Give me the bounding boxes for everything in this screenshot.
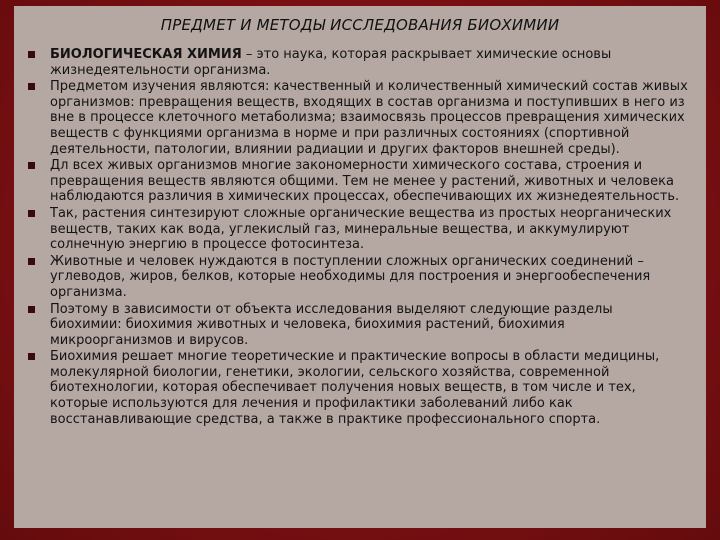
list-item: [14, 47, 706, 78]
list-item: [14, 158, 706, 205]
item-lead: БИОЛОГИЧЕСКАЯ ХИМИЯ: [50, 47, 242, 62]
bullet-list: [14, 47, 706, 428]
square-bullet-icon: [28, 353, 35, 360]
list-item: [14, 79, 706, 157]
square-bullet-icon: [28, 162, 35, 169]
list-item: [14, 254, 706, 301]
square-bullet-icon: [28, 258, 35, 265]
item-text: – это наука, которая раскрывает химические основы жизнедеятельности организма.: [50, 47, 612, 78]
item-text: Поэтому в зависимости от объекта исследования выделяют следующие разделы биохимии: биохимия животных и человека, биохимия растений, биохимия микроорганизмов и вирусов.: [50, 301, 613, 348]
item-text: Так, растения синтезируют сложные органические вещества из простых неорганических веществ, таких как вода, углекислый газ, минеральные вещества, и аккумулируют солнечную энергию в процессе фотосинтеза.: [50, 205, 672, 253]
item-text: Животные и человек нуждаются в поступлении сложных органических соединений – углеводов, жиров, белков, которые необходимы для построения и энергообеспечения организма.: [50, 253, 651, 300]
item-text: Предметом изучения являются: качественный и количественный химический состав живых организмов: превращения веществ, входящих в состав организма и поступивших в него из вне в процессе клеточного метаболизма; взаимосвязь процессов превращения химических веществ с функциями организма в норме и при различных состояниях (спортивной деятельности, патологии, влиянии радиации и других факторов внешней среды).: [50, 79, 688, 157]
square-bullet-icon: [28, 210, 35, 217]
list-item: [14, 302, 706, 349]
square-bullet-icon: [28, 51, 35, 58]
square-bullet-icon: [28, 306, 35, 313]
square-bullet-icon: [28, 83, 35, 90]
list-item: [14, 206, 706, 253]
list-item: [14, 349, 706, 427]
content-panel: [14, 6, 706, 528]
item-text: Дл всех живых организмов многие закономерности химического состава, строения и превращения веществ являются общими. Тем не менее у растений, животных и человека наблюдаются различия в химических процессах, обеспечивающих их жизнедеятельность.: [50, 158, 680, 205]
slide-title: ПРЕДМЕТ И МЕТОДЫ ИССЛЕДОВАНИЯ БИОХИМИИ: [160, 16, 560, 34]
item-text: Биохимия решает многие теоретические и практические вопросы в области медицины, молекулярной биологии, генетики, экологии, сельского хозяйства, современной биотехнологии, которая обеспечивает получения новых веществ, в том числе и тех, которые используются для лечения и профилактики заболеваний либо как восстанавливающие средства, а также в практике профессионального спорта.: [50, 349, 660, 427]
